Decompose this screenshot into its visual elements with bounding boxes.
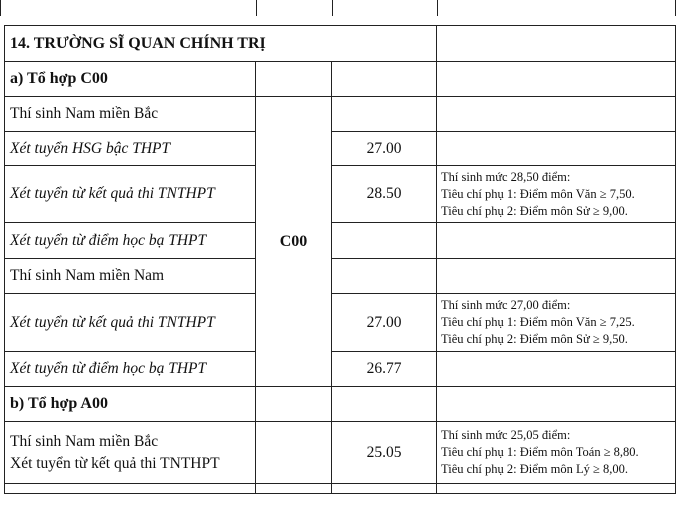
row-label <box>5 422 256 484</box>
school-title: 14. TRƯỜNG SĨ QUAN CHÍNH TRỊ <box>5 26 437 62</box>
note-cell <box>437 132 676 166</box>
table-row <box>5 259 676 294</box>
note-cell <box>437 259 676 294</box>
row-label: Xét tuyển từ kết quả thi TNTHPT <box>5 294 256 352</box>
row-label-line: Thí sinh Nam miền Bắc <box>10 432 159 450</box>
table-row <box>5 352 676 387</box>
group-label: a) Tổ hợp C00 <box>5 62 256 97</box>
note-cell <box>437 352 676 387</box>
table-row <box>5 62 676 97</box>
note-line: Thí sinh mức 25,05 điểm: <box>441 428 571 442</box>
table-row <box>5 166 676 223</box>
row-label: Thí sinh Nam miền Bắc <box>5 97 256 132</box>
table-row <box>5 132 676 166</box>
tiebreak-note <box>437 166 676 223</box>
score-value: 26.77 <box>332 352 437 387</box>
score-value: 25.05 <box>332 422 437 484</box>
row-label: Xét tuyển HSG bậc THPT <box>5 132 256 166</box>
code-cell <box>256 484 332 494</box>
previous-table-edge <box>0 0 680 16</box>
score-cell <box>332 387 437 422</box>
note-line: Tiêu chí phụ 2: Điểm môn Lý ≥ 8,00. <box>441 462 628 476</box>
note-line: Thí sinh mức 27,00 điểm: <box>441 298 571 312</box>
table-row <box>5 294 676 352</box>
note-line: Tiêu chí phụ 2: Điểm môn Sử ≥ 9,50. <box>441 332 628 346</box>
table-row <box>5 422 676 484</box>
note-cell <box>437 26 676 62</box>
tiebreak-note <box>437 294 676 352</box>
column-divider <box>332 0 333 16</box>
note-line: Tiêu chí phụ 1: Điểm môn Văn ≥ 7,50. <box>441 186 635 201</box>
note-cell <box>437 62 676 97</box>
note-line: Tiêu chí phụ 2: Điểm môn Sử ≥ 9,00. <box>441 203 628 218</box>
table-row <box>5 223 676 259</box>
score-cell <box>332 97 437 132</box>
admission-score-table <box>4 25 676 494</box>
note-cell <box>437 97 676 132</box>
combo-code: C00 <box>256 97 332 387</box>
note-line: Thí sinh mức 28,50 điểm: <box>441 169 571 184</box>
score-cell <box>332 62 437 97</box>
table-row <box>5 26 676 62</box>
code-cell <box>256 422 332 484</box>
row-label: Thí sinh Nam miền Nam <box>5 259 256 294</box>
code-cell <box>256 387 332 422</box>
note-cell <box>437 223 676 259</box>
row-label: Xét tuyển từ điểm học bạ THPT <box>5 223 256 259</box>
note-cell <box>437 484 676 494</box>
note-line: Tiêu chí phụ 1: Điểm môn Toán ≥ 8,80. <box>441 445 639 459</box>
table-row <box>5 484 676 494</box>
column-divider <box>675 0 676 16</box>
code-cell <box>256 62 332 97</box>
score-value: 27.00 <box>332 294 437 352</box>
row-label-line: Xét tuyển từ kết quả thi TNTHPT <box>10 454 220 472</box>
column-divider <box>437 0 438 16</box>
row-label: Xét tuyển từ điểm học bạ THPT <box>5 352 256 387</box>
score-cell <box>332 223 437 259</box>
score-value: 27.00 <box>332 132 437 166</box>
table-row <box>5 97 676 132</box>
row-label: Xét tuyển từ kết quả thi TNTHPT <box>5 166 256 223</box>
tiebreak-note <box>437 422 676 484</box>
score-cell <box>332 484 437 494</box>
score-cell <box>332 259 437 294</box>
column-divider <box>256 0 257 16</box>
row-label <box>5 484 256 494</box>
group-label: b) Tổ hợp A00 <box>5 387 256 422</box>
note-cell <box>437 387 676 422</box>
score-value: 28.50 <box>332 166 437 223</box>
table-row <box>5 387 676 422</box>
note-line: Tiêu chí phụ 1: Điểm môn Văn ≥ 7,25. <box>441 315 635 329</box>
